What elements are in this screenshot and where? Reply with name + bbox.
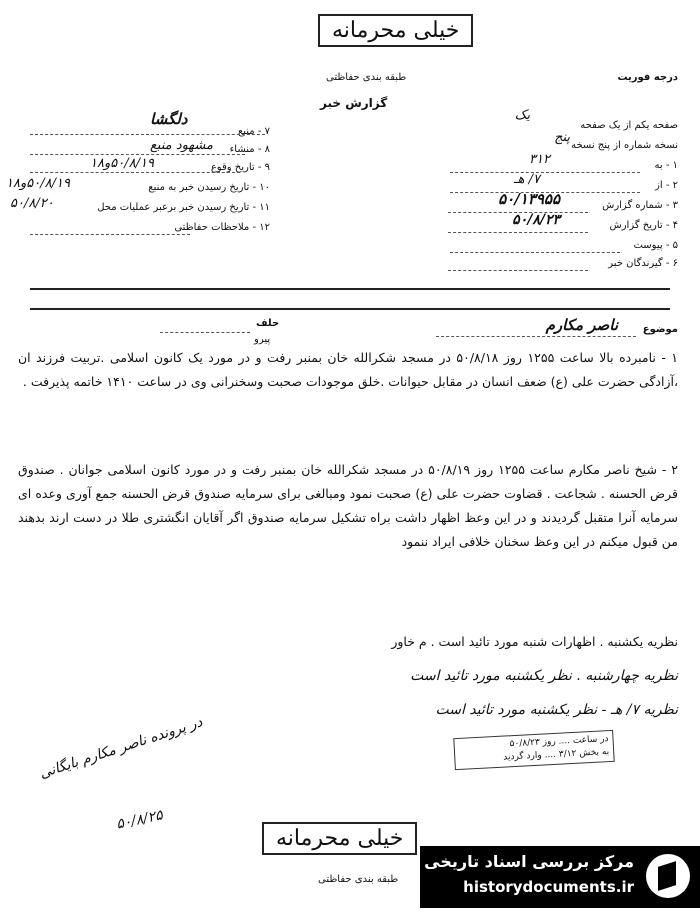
subject-label: موضوع — [642, 324, 678, 335]
margin-note-date: ۵۰/۸/۲۵ — [114, 807, 165, 833]
origin-field: ۸ - منشاء — [229, 144, 270, 155]
margin-note — [36, 700, 236, 833]
report-date-value: ۵۰/۸/۲۳ — [512, 212, 560, 228]
receipt-unit-value: ۵۰/۸/۲۰ — [10, 196, 54, 211]
remarks-dotline — [30, 234, 190, 235]
urgency-label: درجه فوریت — [617, 72, 678, 83]
report-date-dotline — [448, 232, 588, 233]
event-date-value: ۵۰/۸/۱۹و۱۸ — [90, 156, 154, 171]
copy-number-field: نسخه شماره از پنج نسخه — [571, 140, 678, 151]
recipients-dotline — [448, 270, 588, 271]
source-dotline — [30, 134, 265, 135]
page-count-value: یک — [514, 108, 530, 123]
report-title: گزارش خبر — [320, 96, 388, 110]
attachment-field: ۵ - پیوست — [633, 240, 678, 251]
archive-logo — [420, 846, 700, 908]
separator-line-1 — [30, 288, 670, 290]
note-h7: نظریه ۷/ هـ - نظر یکشنبه مورد تائید است — [435, 702, 678, 718]
margin-note-line-1: در پرونده ناصر مکارم بایگانی — [37, 714, 205, 782]
receipt-stamp — [453, 730, 614, 770]
top-classification-label: طبقه بندی حفاظتی — [326, 72, 407, 83]
top-stamp-text: خیلی محرمانه — [332, 18, 460, 43]
note-sunday: نظریه یکشنبه . اظهارات شنبه مورد تائید است . م خاور — [391, 634, 678, 649]
to-field: ۱ - به — [654, 160, 678, 171]
remarks-field: ۱۲ - ملاحظات حفاظتی — [174, 222, 270, 233]
source-value: دلگشا — [150, 110, 188, 128]
origin-dotline — [30, 154, 245, 155]
report-date-field: ۴ - تاریخ گزارش — [609, 220, 678, 231]
body-paragraph-1: ۱ - نامبرده بالا ساعت ۱۲۵۵ روز ۵۰/۸/۱۸ در مسجد شکرالله خان بمنبر رفت و در مورد یک کانون اسلامی .تربیت فرزند ان ،آزادگی حضرت علی (ع) ضعف انسان در مقابل حیوانات .خلق موجودات صحبت وسخنرانی وی در ساعت ۱۴۱۰ خاتمه پذیرفت . — [18, 350, 679, 389]
source-field: ۷ - منبع — [237, 126, 270, 137]
subject-dotline — [436, 336, 636, 337]
report-number-value: ۵۰/۱۳۹۵۵ — [498, 190, 560, 208]
archive-logo-en: historydocuments.ir — [463, 878, 634, 896]
from-value: ۷/ هـ — [513, 172, 540, 187]
separator-line-2 — [30, 308, 670, 310]
report-number-field: ۳ - شماره گزارش — [602, 200, 678, 211]
archive-logo-fa: مرکز بررسی اسناد تاریخی — [424, 852, 634, 871]
subject-side-note-1: حلف — [256, 318, 280, 329]
event-date-dotline — [30, 172, 240, 173]
receipt-unit-field: ۱۱ - تاریخ رسیدن خبر برعبر عملیات محل — [97, 202, 270, 213]
top-classification-stamp — [318, 14, 473, 47]
receipt-source-field: ۱۰ - تاریخ رسیدن خبر به منبع — [148, 182, 270, 193]
subject-side-note-2: پیرو — [254, 334, 271, 345]
bottom-classification-label: طبقه بندی حفاظتی — [318, 874, 399, 885]
copy-number-value: پنج — [554, 130, 570, 145]
bottom-stamp-text: خیلی محرمانه — [276, 826, 404, 851]
to-value: ۳۱۲ — [529, 152, 550, 167]
receipt-stamp-line-1: در ساعت .... روز ۵۰/۸/۲۳ — [509, 734, 609, 750]
subject-value: ناصر مکارم — [545, 316, 618, 334]
archive-logo-icon — [646, 854, 690, 898]
bottom-classification-stamp — [262, 822, 417, 855]
subject-side-dotline — [160, 332, 250, 333]
event-date-field: ۹ - تاریخ وقوع — [210, 162, 270, 173]
page-count-field: صفحه یکم از یک صفحه — [580, 120, 678, 131]
origin-value: مشهود منبع — [150, 138, 213, 153]
to-dotline — [450, 172, 640, 173]
note-wednesday: نظریه چهارشنبه . نظر یکشنبه مورد تائید است — [410, 668, 678, 684]
receipt-source-value: ۵۰/۸/۱۹و۱۸ — [6, 176, 70, 191]
attachment-dotline — [450, 252, 620, 253]
from-field: ۲ - از — [655, 180, 678, 191]
body-paragraph-2: ۲ - شیخ ناصر مکارم ساعت ۱۲۵۵ روز ۵۰/۸/۱۹ در مسجد شکرالله خان بمنبر رفت و در مورد کانون اسلامی جوانان . صندوق قرض الحسنه . شجاعت . قضاوت حضرت علی (ع) صحبت نمود ومبالغی برای سرمایه صندوق قرض الحسنه جمع آوری وعده ای سرمایه آنرا متقبل گردیدند و در این وعظ اظهار داشت براه تشکیل سرمایه صندوق اگر آقایان انگشتری طلا در دست ارند بدهند من قبول میکنم در این وعظ سخنان خلافی ایراد ننمود — [18, 462, 678, 549]
recipients-field: ۶ - گیرندگان خبر — [608, 258, 678, 269]
receipt-stamp-line-2: به بخش ۳/۱۲ .... وارد گردید — [502, 747, 610, 763]
